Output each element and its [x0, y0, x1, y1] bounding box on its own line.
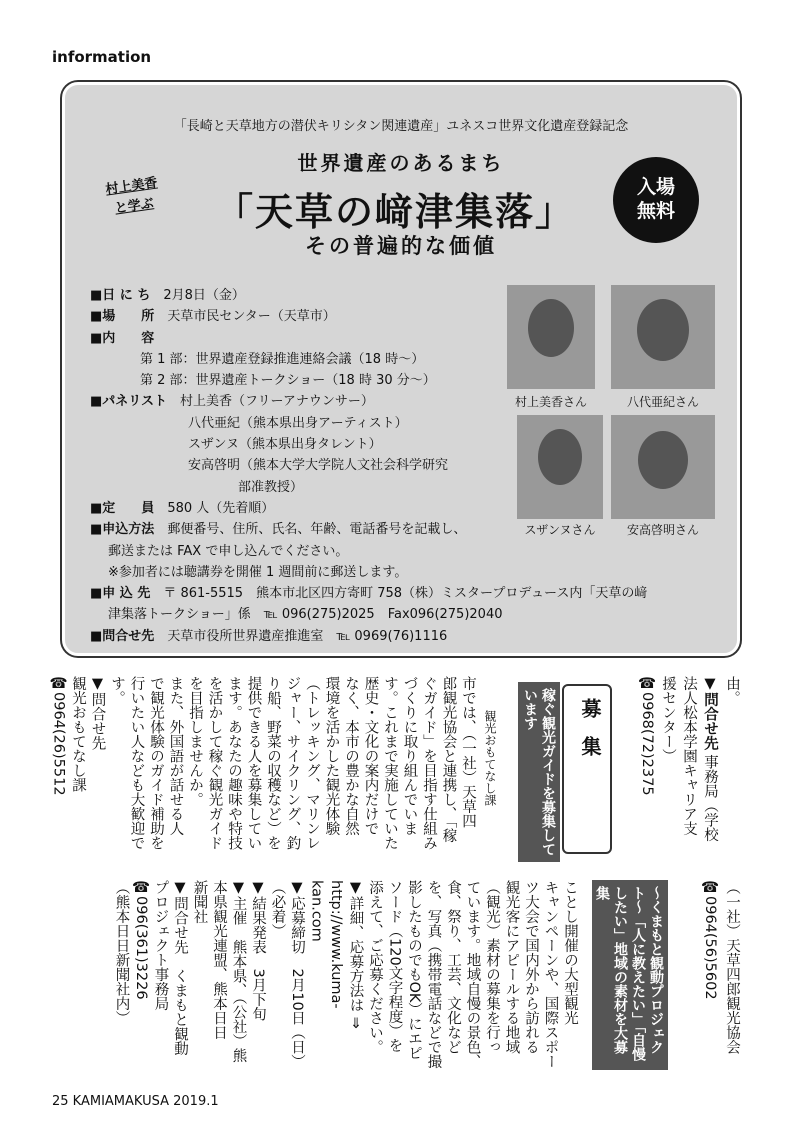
photo-yashiro [611, 285, 715, 389]
panelist-item: スザンヌ（熊本県出身タレント） [188, 437, 382, 453]
kumamoto-col: ▼問合せ先 くまもと観動 [172, 880, 188, 1056]
with-label-suffix: と学ぶ [113, 196, 155, 217]
kumamoto-col: ☎096(361)3226 [133, 880, 149, 1000]
kumamoto-col: ツ大会で国内外から訪れる [523, 880, 539, 1054]
photo-suzanne [517, 415, 603, 519]
panelist-label: ■パネリスト [90, 394, 168, 410]
contact-label: ▼問合せ先 [702, 676, 718, 750]
footer: 25 KAMIAMAKUSA 2019.1 [52, 1094, 219, 1109]
apply-to-line: 津集落トークショー」係 ℡ 096(275)2025 Fax096(275)2040 [108, 607, 503, 623]
detail-apply-to [90, 583, 647, 604]
with-label-name: 村上美香 [104, 175, 159, 198]
kumamoto-col: ▼結果発表 3月下旬 [250, 880, 266, 1022]
apply-to-line: 〒 861-5515 熊本市北区四方寄町 758（株）ミスタープロデュース内「天草の﨑 [163, 586, 648, 602]
detail-label: ■日 に ち [90, 288, 151, 303]
kumamoto-col: （必着） [269, 880, 286, 938]
photo-yasutaka [611, 415, 715, 519]
event-notice-box [62, 82, 740, 656]
guide-col: を活かして稼ぐ観光ガイド [206, 676, 223, 850]
panelist-item: 部准教授） [238, 479, 304, 495]
guide-col: 提供できる人を募集してい [245, 676, 262, 850]
guide-col: なく、本市の豊かな自然 [343, 676, 359, 836]
photo-caption: 安高啓明さん [626, 523, 699, 537]
article-tail-col: 法人松本学園キャリア支 [681, 676, 697, 836]
with-label [104, 174, 161, 221]
detail-value: 天草市民センター（天草市） [167, 309, 336, 325]
section-title: information [52, 48, 152, 66]
guide-col: づくりに取り組んでいま [401, 676, 418, 836]
kumamoto-col: キャンペーンや、国際スポー [542, 880, 559, 1069]
apply-to-label: ■申 込 先 [90, 586, 151, 602]
right-col: （一社）天草四郎観光協会 [724, 880, 740, 1054]
guide-header: 稼ぐ観光ガイドを募集しています [518, 682, 560, 862]
capacity-label: ■定 員 [90, 500, 155, 516]
photo-murakami [507, 285, 595, 389]
panelist-item: 八代亜紀（熊本県出身アーティスト） [188, 415, 408, 431]
guide-col: 環境を活かした観光体験 [323, 676, 340, 836]
guide-col: ジャー、サイクリング、釣 [284, 676, 301, 850]
article-tail-col: 援センター） [660, 676, 676, 763]
kumamoto-col: 影したものでもOK）にエピ [406, 880, 422, 1061]
kumamoto-col: ことし開催の大型観光 [562, 880, 578, 1025]
guide-col: 市では、（一社）天草四 [460, 676, 476, 829]
kumamoto-col: kan.com [308, 880, 325, 942]
contact-text: 事務局（学校 [702, 754, 718, 842]
kumamoto-col: 食、祭り、工芸、文化など [445, 880, 461, 1054]
badge-line-1: 入場 [636, 176, 675, 198]
apply-label: ■申込方法 [90, 522, 155, 538]
guide-col: す。これまで実施していた [382, 676, 398, 850]
kumamoto-col: ▼詳細、応募方法は ⇒ [347, 880, 364, 1029]
article-tail-col [700, 676, 720, 876]
guide-col: （トレッキング、マリンレ [304, 676, 320, 850]
contact-label: ■問合せ先 [90, 628, 155, 644]
guide-col: 行いたい人なども大歓迎で [128, 676, 145, 850]
photo-caption: 八代亜紀さん [626, 395, 699, 409]
panelist-item: 安高啓明（熊本大学大学院人文社会科学研究 [188, 458, 449, 474]
detail-label: ■場 所 [90, 309, 155, 325]
right-col: ☎0964(56)5602 [702, 880, 718, 1000]
guide-col: を目指しませんか。 [187, 676, 203, 807]
capacity-value: 580 人（先着順） [167, 500, 275, 516]
detail-contact [90, 626, 647, 647]
kumamoto-col: 添えて、ご応募ください。 [367, 880, 383, 1054]
photo-caption: 村上美香さん [514, 395, 587, 409]
kumamoto-col: 本県観光連盟、熊本日日 [211, 880, 227, 1040]
apply-note: ※参加者には聴講券を開催 1 週間前に郵送します。 [108, 564, 408, 580]
guide-col: ぐガイド」を目指す仕組み [421, 676, 437, 850]
guide-col: 観光おもてなし課 [70, 676, 86, 792]
kumamoto-col: ▼応募締切 2月10日（日） [289, 880, 305, 1069]
panelist-item: 村上美香（フリーアナウンサー） [180, 394, 374, 410]
program-2: 第 2 部：世界遺産トークショー（18 時 30 分〜） [140, 373, 436, 389]
kumamoto-header: 〜くまもと観動プロジェクト〜「人に教えたい」「自慢したい」地域の素材を大募集 [592, 880, 668, 1070]
event-sup-title: 世界遺産のあるまち [297, 151, 505, 175]
event-sub-title: その普遍的な価値 [305, 233, 497, 258]
kumamoto-col: プロジェクト事務局 [152, 880, 169, 1011]
article-tail-col: 由。 [724, 676, 740, 705]
boshu-label: 募集 [578, 698, 602, 774]
boshu-box [562, 684, 612, 854]
kumamoto-col: 新聞社 [191, 880, 208, 924]
apply-line: 郵便番号、住所、氏名、年齢、電話番号を記載し、 [167, 522, 467, 538]
detail-label: ■内 容 [90, 330, 155, 346]
kumamoto-col: （観光）素材の募集を行っ [484, 880, 500, 1054]
article-tail-col: ☎0968(72)2375 [639, 676, 655, 796]
kumamoto-col: を、写真（携帯電話などで撮 [425, 880, 442, 1069]
kumamoto-col: ▼主催 熊本県、（公社）熊 [230, 880, 247, 1063]
kumamoto-col: （熊本日日新聞社内） [113, 880, 130, 1025]
detail-value: 2月8日（金） [163, 288, 245, 303]
kumamoto-col: 観光客にアピールする地域 [503, 880, 520, 1054]
guide-col: ▼問合せ先 [89, 676, 106, 750]
apply-line: 郵送または FAX で申し込んでください。 [108, 543, 349, 559]
photo-caption: スザンヌさん [524, 523, 596, 537]
guide-col: また、外国語が話せる人 [167, 676, 184, 836]
event-main-title: 「天草の﨑津集落」 [215, 189, 576, 234]
guide-col: す。 [109, 676, 125, 705]
guide-col: ☎0964(26)5512 [50, 676, 67, 796]
guide-col: 歴史・文化の案内だけで [362, 676, 379, 836]
kumamoto-col: ソード（120文字程度）を [386, 880, 403, 1053]
free-admission-badge [613, 157, 699, 243]
contact-value: 天草市役所世界遺産推進室 ℡ 0969(76)1116 [167, 628, 448, 644]
program-1: 第 1 部：世界遺産登録推進連絡会議（18 時〜） [140, 351, 425, 367]
guide-sub: 観光おもてなし課 [483, 710, 497, 806]
badge-line-2: 無料 [636, 200, 675, 222]
guide-col: り船、野菜の収穫など）を [265, 676, 281, 850]
guide-col: ます。あなたの趣味や特技 [226, 676, 242, 850]
kumamoto-col: http://www.kuma- [328, 880, 344, 1009]
guide-col: で観光体験のガイド補助を [148, 676, 164, 850]
event-top-line: 「長崎と天草地方の潜伏キリシタン関連遺産」ユネスコ世界文化遺産登録記念 [173, 119, 629, 134]
guide-col: 郎観光協会と連携し、「稼 [440, 676, 457, 843]
kumamoto-col: ています。地域自慢の景色、 [464, 880, 481, 1069]
